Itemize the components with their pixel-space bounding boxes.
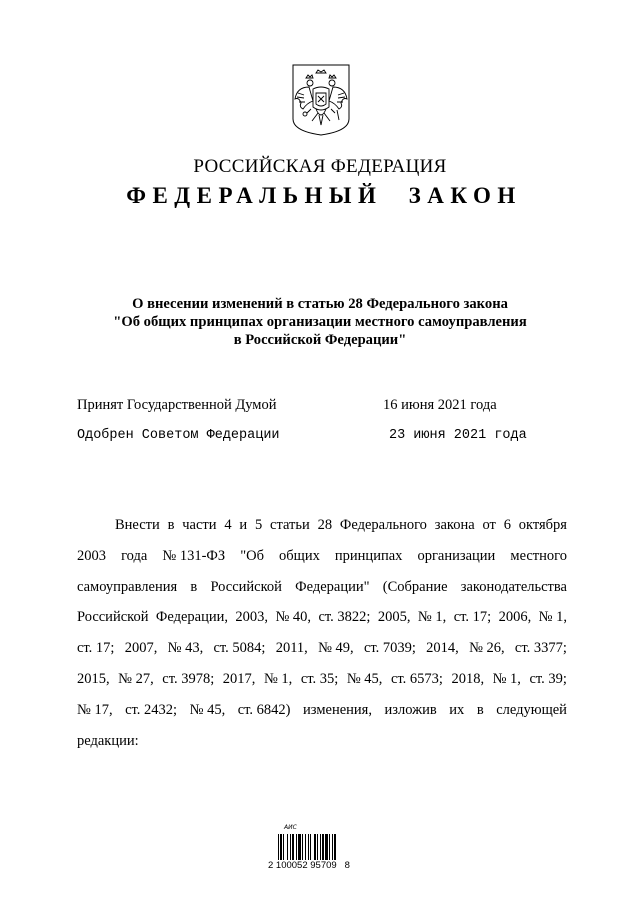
body-word: № 45, bbox=[189, 701, 226, 718]
document-barcode bbox=[268, 818, 368, 878]
body-word: 2011, bbox=[275, 640, 308, 657]
law-body-paragraph bbox=[77, 510, 567, 756]
body-word: (Собрание bbox=[382, 578, 448, 595]
body-word: № 43, bbox=[167, 640, 204, 657]
barcode-bar bbox=[317, 834, 318, 860]
body-text-line bbox=[77, 572, 567, 603]
body-word: № 131-ФЗ bbox=[162, 547, 226, 564]
body-word: № 1, bbox=[263, 670, 293, 687]
body-word: статьи bbox=[270, 517, 310, 533]
council-approval-label: Одобрен Советом Федерации bbox=[77, 428, 280, 443]
body-word: общих bbox=[279, 547, 320, 564]
body-word: № 17, bbox=[77, 701, 113, 718]
barcode-bar bbox=[292, 834, 294, 860]
barcode-bar bbox=[305, 834, 306, 860]
body-word: и bbox=[239, 517, 248, 533]
document-type: ФЕДЕРАЛЬНЫЙ ЗАКОН bbox=[126, 183, 522, 208]
body-text-line bbox=[77, 541, 567, 572]
body-word: № 1, bbox=[538, 609, 567, 626]
body-word: ст. 35; bbox=[300, 670, 339, 687]
body-word: изменения, bbox=[303, 701, 372, 718]
barcode-bar bbox=[280, 834, 282, 860]
body-word: 2017, bbox=[222, 670, 256, 687]
barcode-bar bbox=[320, 834, 321, 860]
body-text-line bbox=[77, 695, 567, 726]
body-word: Федерации, bbox=[155, 609, 228, 626]
barcode-icon bbox=[278, 834, 358, 860]
body-text-line bbox=[77, 602, 567, 633]
law-title-line: О внесении изменений в статью 28 Федерального закона bbox=[132, 296, 508, 312]
body-word: принципах bbox=[334, 547, 403, 564]
body-word: 2006, bbox=[498, 609, 532, 626]
barcode-bar bbox=[329, 834, 330, 860]
body-word: 5 bbox=[254, 517, 263, 533]
body-word: № 26, bbox=[469, 640, 505, 657]
body-word: Федерации" bbox=[295, 578, 370, 595]
body-word: № 27, bbox=[118, 670, 154, 687]
duma-adoption-label: Принят Государственной Думой bbox=[77, 397, 277, 413]
body-word: изложив bbox=[384, 701, 437, 718]
body-text-line bbox=[77, 633, 567, 664]
body-word: следующей bbox=[496, 701, 567, 718]
body-word: их bbox=[449, 701, 465, 718]
body-word: самоуправления bbox=[77, 578, 178, 595]
body-word: ст. 5084; bbox=[213, 640, 266, 657]
body-word: ст. 3377; bbox=[514, 640, 567, 657]
law-title-line: "Об общих принципах организации местного самоуправления bbox=[113, 314, 527, 330]
body-word: № 45, bbox=[346, 670, 383, 687]
body-word: 2018, bbox=[451, 670, 485, 687]
body-word: 2014, bbox=[426, 640, 459, 657]
barcode-logo: АИС bbox=[284, 824, 297, 831]
body-word: 4 bbox=[224, 517, 232, 533]
body-word: Российской bbox=[77, 609, 149, 626]
body-word: закона bbox=[434, 517, 475, 533]
body-word: ст. 17; bbox=[453, 609, 492, 626]
body-word: ст. 6842) bbox=[237, 701, 291, 718]
body-word: в bbox=[167, 517, 175, 533]
barcode-bar bbox=[302, 834, 303, 860]
body-text-line bbox=[77, 510, 567, 541]
body-word: в bbox=[476, 701, 484, 718]
body-word: ст. 2432; bbox=[125, 701, 178, 718]
body-word: ст. 17; bbox=[77, 640, 115, 657]
barcode-bar bbox=[332, 834, 333, 860]
body-word: 2003 bbox=[77, 547, 106, 564]
body-word: № 1, bbox=[417, 609, 447, 626]
barcode-bar bbox=[278, 834, 279, 860]
barcode-bar bbox=[310, 834, 311, 860]
body-word: 2007, bbox=[124, 640, 158, 657]
duma-adoption-date: 16 июня 2021 года bbox=[383, 397, 497, 413]
barcode-number: 2 100052 95709 8 bbox=[268, 860, 350, 871]
barcode-bar bbox=[296, 834, 297, 860]
body-word: ст. 6573; bbox=[390, 670, 443, 687]
barcode-bar bbox=[283, 834, 284, 860]
body-word: 2015, bbox=[77, 670, 110, 687]
body-word: в bbox=[190, 578, 198, 595]
barcode-bar bbox=[314, 834, 316, 860]
body-word: Российской bbox=[210, 578, 282, 595]
body-word: года bbox=[121, 547, 148, 564]
body-word: местного bbox=[510, 547, 567, 564]
body-word: от bbox=[482, 517, 496, 533]
body-word: Федерального bbox=[339, 517, 427, 533]
body-word: 2005, bbox=[377, 609, 411, 626]
body-word: № 1, bbox=[492, 670, 521, 687]
body-word: "Об bbox=[240, 547, 264, 564]
body-word: ст. 7039; bbox=[363, 640, 416, 657]
body-word: ст. 3978; bbox=[162, 670, 215, 687]
body-word: организации bbox=[417, 547, 496, 564]
body-word: законодательства bbox=[460, 578, 567, 595]
country-name: РОССИЙСКАЯ ФЕДЕРАЦИЯ bbox=[193, 156, 447, 177]
law-title-line: в Российской Федерации" bbox=[233, 332, 407, 348]
body-word: октября bbox=[518, 517, 567, 533]
barcode-bar bbox=[322, 834, 324, 860]
barcode-bar bbox=[334, 834, 336, 860]
council-approval-date: 23 июня 2021 года bbox=[389, 428, 527, 443]
barcode-bar bbox=[287, 834, 288, 860]
body-word: Внести bbox=[115, 517, 160, 533]
body-text-line bbox=[77, 664, 567, 695]
body-word: № 49, bbox=[318, 640, 354, 657]
coat-of-arms-icon bbox=[289, 63, 353, 137]
body-word: 6 bbox=[503, 517, 511, 533]
body-text-line bbox=[77, 726, 567, 757]
body-word: 28 bbox=[317, 517, 333, 533]
body-word: части bbox=[182, 517, 217, 533]
barcode-bar bbox=[308, 834, 309, 860]
body-word: № 40, bbox=[275, 609, 312, 626]
body-word: ст. 3822; bbox=[318, 609, 371, 626]
body-word: редакции: bbox=[77, 732, 139, 749]
law-title bbox=[60, 295, 580, 349]
barcode-bar bbox=[325, 834, 328, 860]
body-word: ст. 39; bbox=[529, 670, 567, 687]
body-word: 2003, bbox=[235, 609, 269, 626]
barcode-bar bbox=[290, 834, 291, 860]
barcode-bar bbox=[298, 834, 301, 860]
